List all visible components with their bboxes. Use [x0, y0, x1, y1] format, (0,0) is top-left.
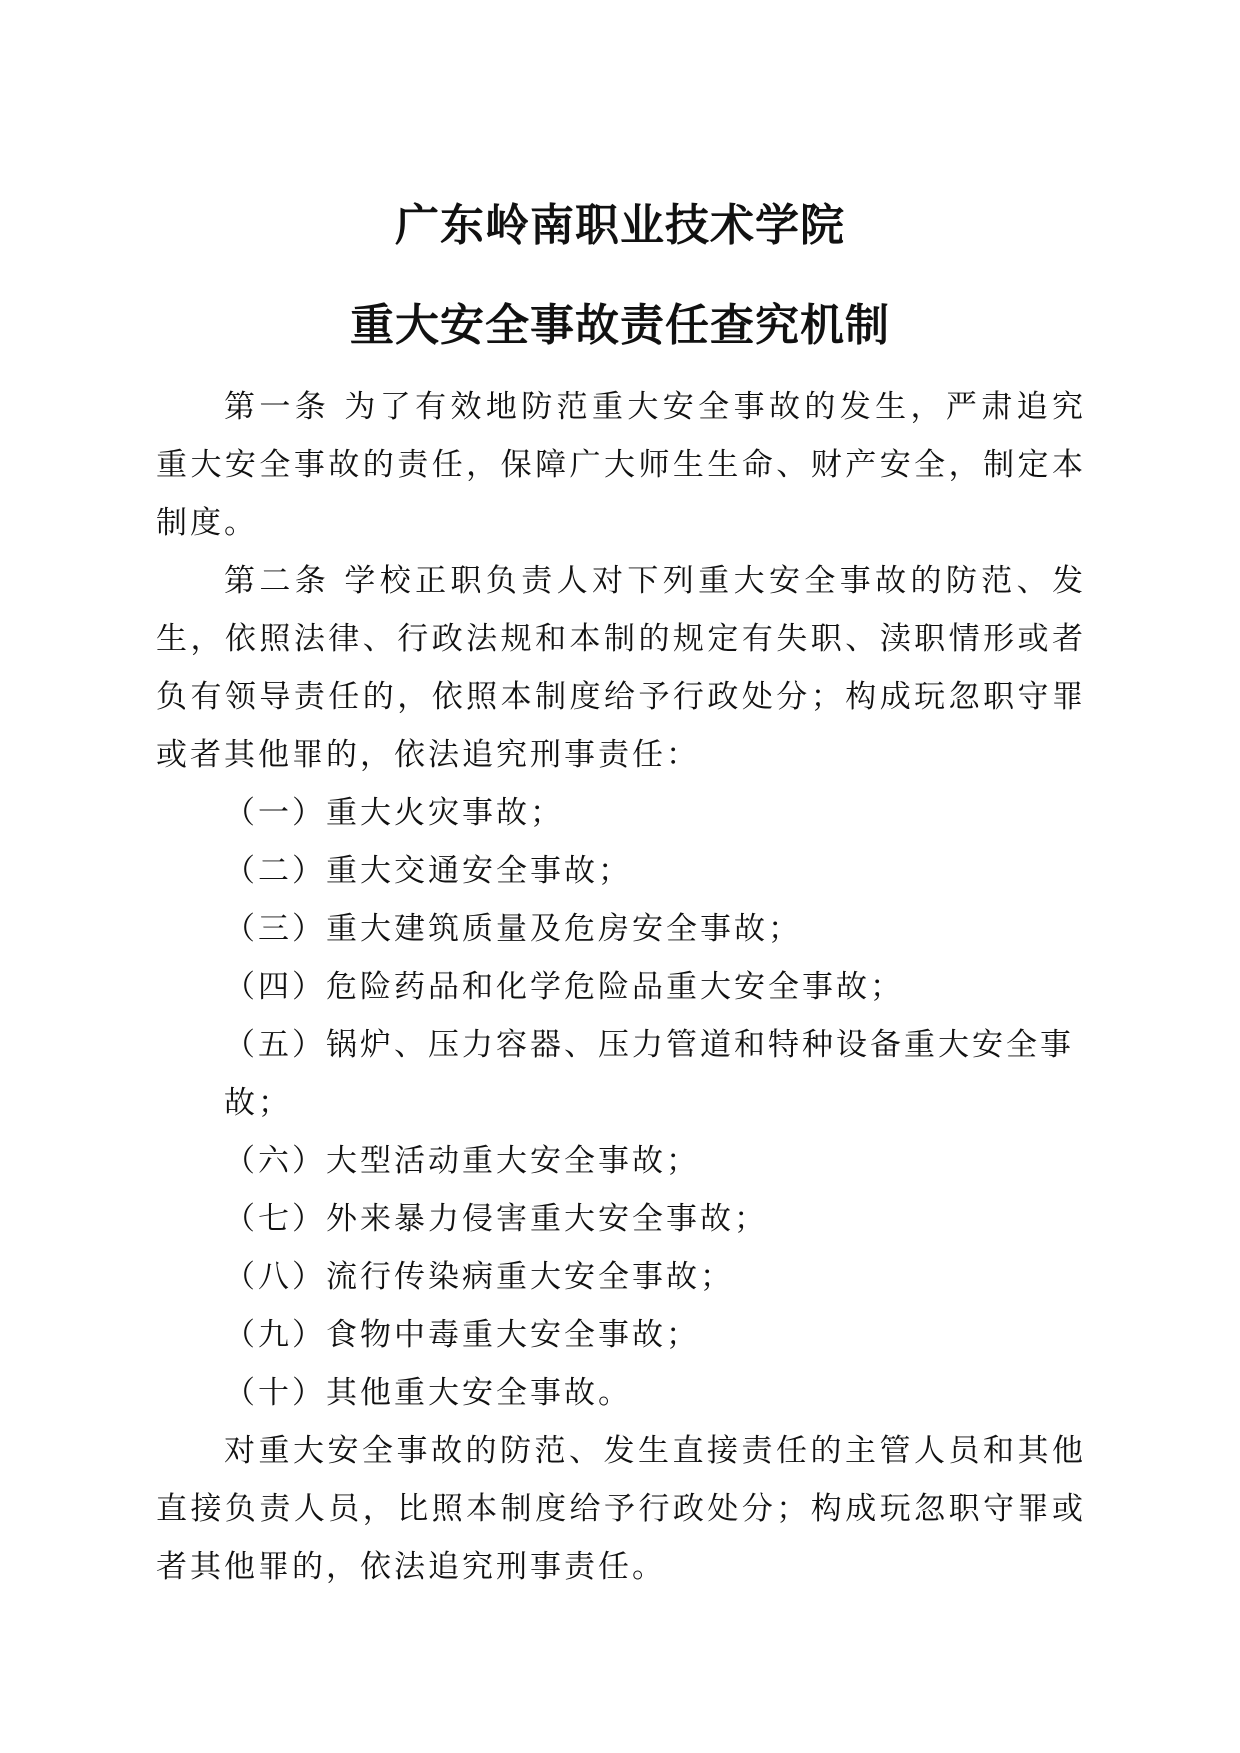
list-item: （三）重大建筑质量及危房安全事故；: [224, 911, 802, 947]
document-title-line1: 广东岭南职业技术学院: [395, 200, 845, 251]
document-body: [156, 378, 1086, 1596]
list-item: （九）食物中毒重大安全事故；: [224, 1317, 700, 1353]
document-title-line2: 重大安全事故责任查究机制: [350, 300, 890, 351]
list-item: （二）重大交通安全事故；: [224, 853, 632, 889]
list-item: （一）重大火灾事故；: [224, 795, 564, 831]
list-item: （四）危险药品和化学危险品重大安全事故；: [224, 969, 904, 1005]
closing-paragraph: 对重大安全事故的防范、发生直接责任的主管人员和其他直接负责人员，比照本制度给予行政处分；构成玩忽职守罪或者其他罪的，依法追究刑事责任。: [156, 1433, 1086, 1585]
list-item: （八）流行传染病重大安全事故；: [224, 1259, 734, 1295]
list-item: （七）外来暴力侵害重大安全事故；: [224, 1201, 768, 1237]
list-item: （十）其他重大安全事故。: [224, 1375, 632, 1411]
list-item: （六）大型活动重大安全事故；: [224, 1143, 700, 1179]
article-1: 第一条 为了有效地防范重大安全事故的发生，严肃追究重大安全事故的责任，保障广大师生生命、财产安全，制定本制度。: [156, 389, 1086, 541]
article-2: 第二条 学校正职负责人对下列重大安全事故的防范、发生，依照法律、行政法规和本制的规定有失职、渎职情形或者负有领导责任的，依照本制度给予行政处分；构成玩忽职守罪或者其他罪的，依法追究刑事责任：: [156, 563, 1086, 773]
list-item: （五）锅炉、压力容器、压力管道和特种设备重大安全事故；: [224, 1027, 1074, 1121]
